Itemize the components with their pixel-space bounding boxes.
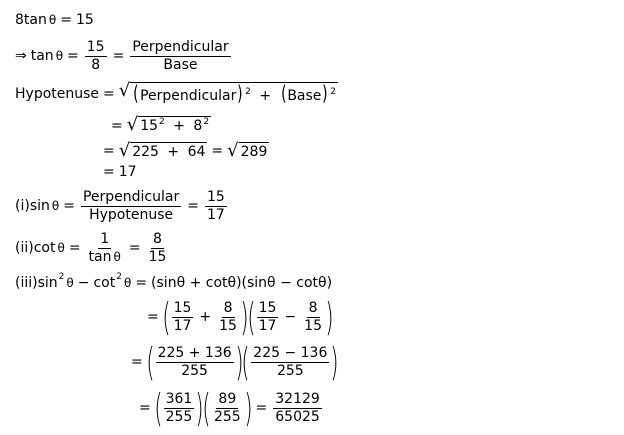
equation-line-8: (ii) cot θ = $\frac{1}{\text{tan θ}}$ = $\frac{8}{15}$ [15, 230, 167, 265]
value: 17 [118, 164, 137, 180]
equals: = [111, 118, 123, 134]
numerator: 15 [86, 38, 105, 55]
sin-func: sin [29, 198, 50, 214]
equation-line-9: (iii) sin 2 θ − cot 2 θ = (sinθ + cotθ)(sinθ − cotθ) [15, 272, 333, 291]
denominator: Base [163, 56, 198, 73]
equation-line-10: = ( $\frac{15}{17}$ + $\frac{8}{15}$ ) ( $\frac{15}{17}$ − $\frac{8}{15}$ ) [147, 295, 334, 339]
square-root: √ 225 + 64 [118, 139, 206, 161]
tan-func: tan [23, 12, 47, 28]
fraction-perp-hyp: $\frac{\text{Perpendicular}}{\text{Hypotenuse}}$ [82, 188, 180, 223]
equals: = [112, 48, 125, 64]
coef: 8 [15, 12, 24, 28]
cot-func: cot [33, 240, 56, 256]
part-label: (iii) [15, 275, 38, 291]
equals: = [103, 164, 115, 180]
equals: = [103, 143, 115, 159]
numerator: Perpendicular [132, 38, 229, 55]
equation-line-5 [99, 141, 269, 161]
factored-rhs: (sinθ + cotθ)(sinθ − cotθ) [151, 275, 333, 291]
theta: θ [55, 49, 64, 63]
equals: = [211, 143, 224, 159]
denominator: 8 [91, 56, 101, 73]
value: 15 [75, 12, 94, 28]
equals: = [60, 12, 72, 28]
equation-line-1 [15, 10, 94, 30]
equation-line-7: (i) sin θ = $\frac{\text{Perpendicular}}{\text{Hypotenuse}}$ = $\frac{15}{17}$ [15, 188, 225, 223]
implies-arrow: ⇒ [15, 48, 27, 64]
square-root: √ $15^2 + 8^2$ [126, 113, 210, 135]
tan-func: tan [30, 48, 54, 64]
theta: θ [48, 13, 57, 27]
fraction-15-8 [85, 39, 107, 74]
equation-line-3 [15, 79, 338, 105]
hypotenuse-label: Hypotenuse [15, 86, 100, 102]
equation-line-2 [15, 38, 233, 73]
fraction-1-tan: $\frac{1}{\text{tan θ}}$ [88, 230, 121, 265]
equals: = [67, 48, 79, 64]
fraction-15-17: $\frac{15}{17}$ [206, 188, 225, 223]
square-root: √ (Perpendicular) $^2$ + (Base) $^2$ [118, 79, 336, 105]
part-label: (ii) [15, 240, 34, 256]
square-root: √ 289 [227, 139, 268, 161]
part-label: (i) [15, 198, 30, 214]
equation-line-4 [107, 113, 211, 136]
equation-line-12: = ( $\frac{361}{255}$ ) ( $\frac{89}{255}$ ) = $\frac{32129}{65025}$ [139, 386, 320, 430]
equation-line-6 [99, 162, 137, 182]
equals: = [103, 86, 115, 102]
fraction-perp-base [130, 39, 230, 74]
equation-line-11: = ( $\frac{225 + 136}{255}$ ) ( $\frac{225 - 136}{255}$ ) [131, 340, 339, 384]
fraction-8-15: $\frac{8}{15}$ [148, 230, 167, 265]
radical-sign: √ [118, 79, 131, 101]
